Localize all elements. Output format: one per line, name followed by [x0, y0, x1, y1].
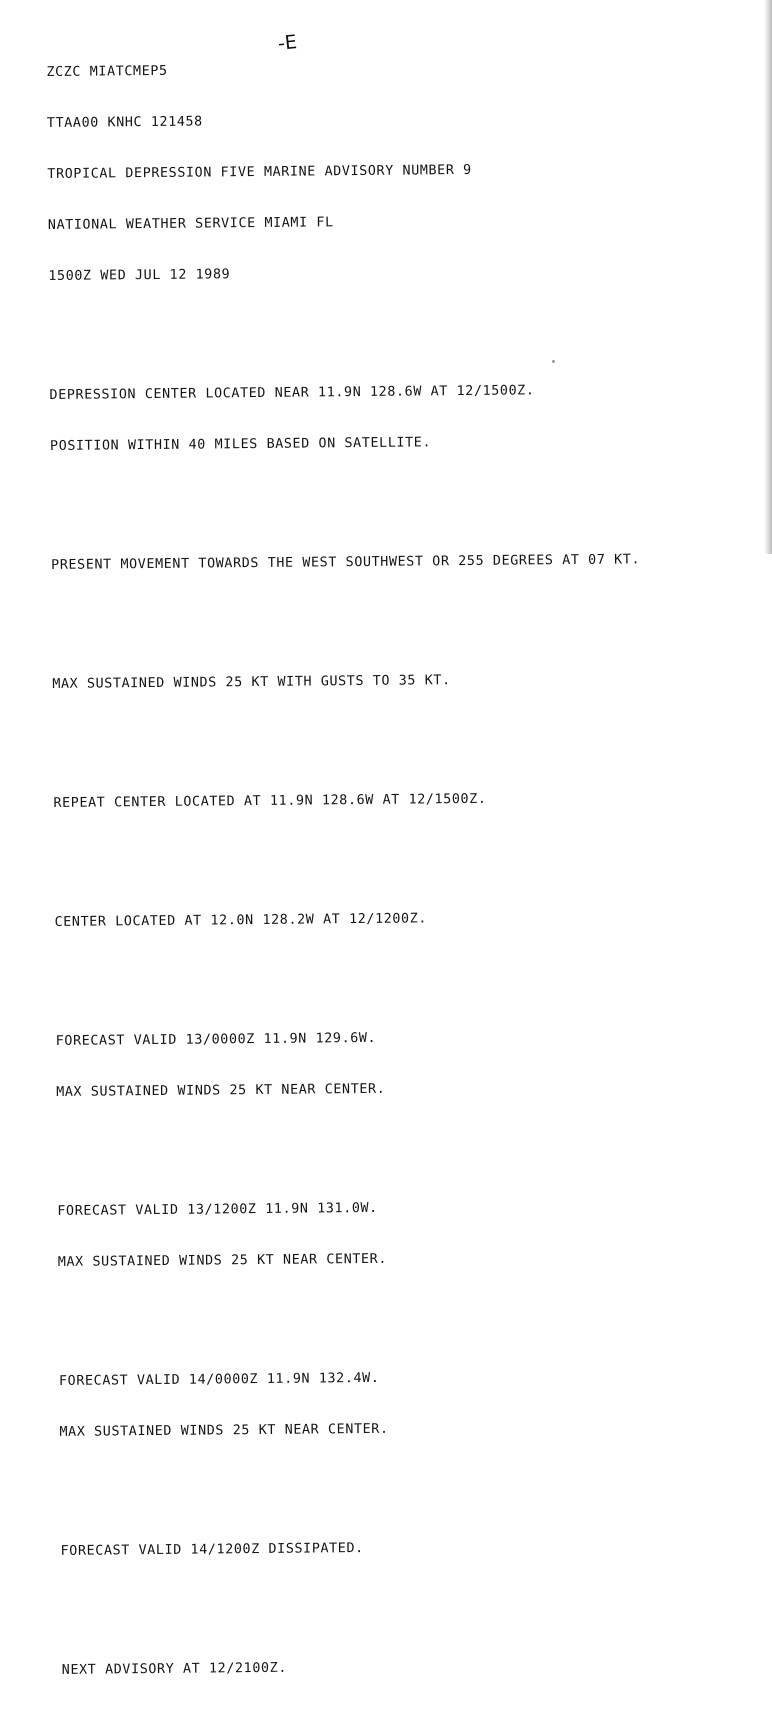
- forecast-2-line: FORECAST VALID 13/1200Z 11.9N 131.0W.: [57, 1200, 378, 1219]
- spacer: [50, 482, 750, 506]
- spacer: [58, 1298, 758, 1322]
- repeat-center-line: REPEAT CENTER LOCATED AT 11.9N 128.6W AT 12/1500Z.: [53, 791, 487, 811]
- spacer: [52, 601, 752, 625]
- next-advisory-line: NEXT ADVISORY AT 12/2100Z.: [61, 1660, 288, 1678]
- spacer: [61, 1587, 761, 1611]
- forecast-3-winds-line: MAX SUSTAINED WINDS 25 KT NEAR CENTER.: [59, 1421, 389, 1440]
- forecast-1-line: FORECAST VALID 13/0000Z 11.9N 129.6W.: [55, 1030, 377, 1049]
- forecast-3-line: FORECAST VALID 14/0000Z 11.9N 132.4W.: [58, 1370, 380, 1389]
- movement-line: PRESENT MOVEMENT TOWARDS THE WEST SOUTHWEST OR 255 DEGREES AT 07 KT.: [51, 552, 641, 573]
- spacer: [60, 1468, 760, 1492]
- header-line-wmo-id: TTAA00 KNHC 121458: [46, 114, 203, 131]
- header-line-title: TROPICAL DEPRESSION FIVE MARINE ADVISORY NUMBER 9: [47, 162, 472, 182]
- header-line-office: NATIONAL WEATHER SERVICE MIAMI FL: [47, 215, 334, 233]
- position-accuracy-line: POSITION WITHIN 40 MILES BASED ON SATELLITE.: [49, 435, 432, 454]
- forecast-1-winds-line: MAX SUSTAINED WINDS 25 KT NEAR CENTER.: [56, 1081, 386, 1100]
- spacer: [54, 839, 754, 863]
- header-line-product-code: ZCZC MIATCMEP5: [46, 63, 168, 80]
- spacer: [55, 958, 755, 982]
- spacer: [49, 312, 749, 336]
- scan-speck: [552, 360, 555, 363]
- scan-edge-shadow: [764, 0, 772, 554]
- spacer: [57, 1128, 757, 1152]
- header-line-issue-time: 1500Z WED JUL 12 1989: [48, 267, 231, 284]
- forecast-4-line: FORECAST VALID 14/1200Z DISSIPATED.: [60, 1541, 364, 1559]
- center-location-line: DEPRESSION CENTER LOCATED NEAR 11.9N 128.6W AT 12/1500Z.: [49, 383, 535, 403]
- previous-center-line: CENTER LOCATED AT 12.0N 128.2W AT 12/1200Z.: [54, 911, 428, 930]
- spacer: [53, 720, 753, 744]
- advisory-text: [46, 23, 762, 1713]
- max-winds-line: MAX SUSTAINED WINDS 25 KT WITH GUSTS TO 35 KT.: [52, 673, 451, 692]
- forecast-2-winds-line: MAX SUSTAINED WINDS 25 KT NEAR CENTER.: [57, 1251, 388, 1270]
- handwritten-mark: -E: [276, 31, 298, 55]
